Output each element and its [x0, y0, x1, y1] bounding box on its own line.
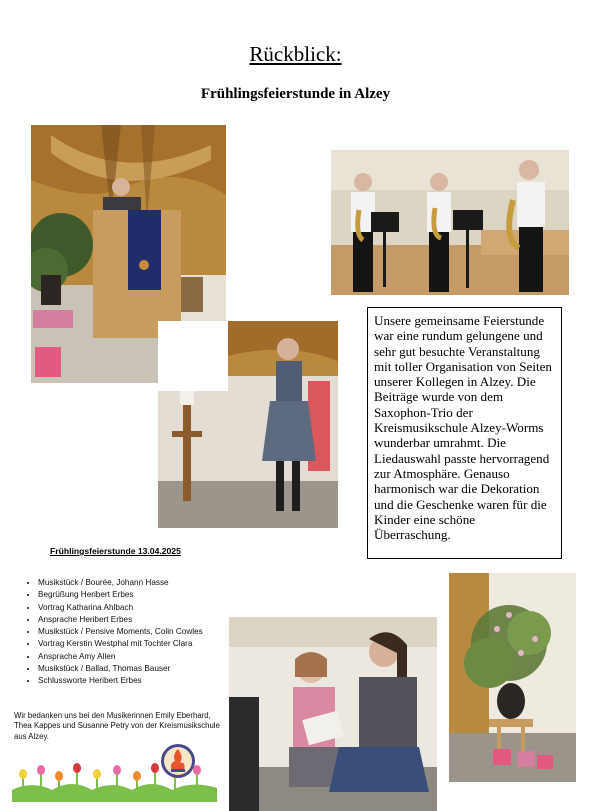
page-subheading: Frühlingsfeierstunde in Alzey	[200, 86, 391, 102]
program-title: Frühlingsfeierstunde 13.04.2025	[50, 546, 181, 556]
photo-easter-tree	[449, 573, 576, 782]
program-list	[22, 577, 248, 688]
flame-emblem-icon	[160, 743, 196, 779]
list-item: • Musikstück / Pensive Moments, Colin Cowles	[38, 626, 248, 638]
list-item: • Musikstück / Bourée, Johann Hasse	[38, 577, 248, 589]
list-item: • Ansprache Amy Allen	[38, 651, 248, 663]
photo-speaker-woman	[158, 321, 338, 528]
list-item: • Begrüßung Heribert Erbes	[38, 589, 248, 601]
photo-saxophone-trio	[331, 150, 569, 295]
thanks-note: Wir bedanken uns bei den Musikerinnen Emily Eberhard, Thea Kappes und Susanne Petry von der Kreismusikschule aus Alzey.	[14, 711, 220, 741]
photo-reading-mother-daughter	[229, 617, 437, 811]
list-item: • Ansprache Heribert Erbes	[38, 614, 248, 626]
list-item: • Schlussworte Heribert Erbes	[38, 675, 248, 687]
list-item: • Vortrag Kerstin Westphal mit Tochter Clara	[38, 638, 248, 650]
page-heading: Rückblick:	[249, 42, 342, 66]
list-item: • Vortrag Katharina Ahlbach	[38, 602, 248, 614]
report-text-box: Unsere gemeinsame Feierstunde war eine rundum gelungene und sehr gut besuchte Veranstaltung mit toller Organisation von Seiten unserer Kollegen in Alzey. Die Beiträge wurde von dem Saxophon-Trio der Kreismusikschule Alzey-Worms wunderbar umrahmt. Die Liedauswahl passte hervorragend zur Atmosphäre. Genauso harmonisch war die Dekoration und die Geschenke waren für die Kinder eine schöne Überraschung.	[367, 307, 562, 559]
list-item: • Musikstück / Ballad, Thomas Bauser	[38, 663, 248, 675]
